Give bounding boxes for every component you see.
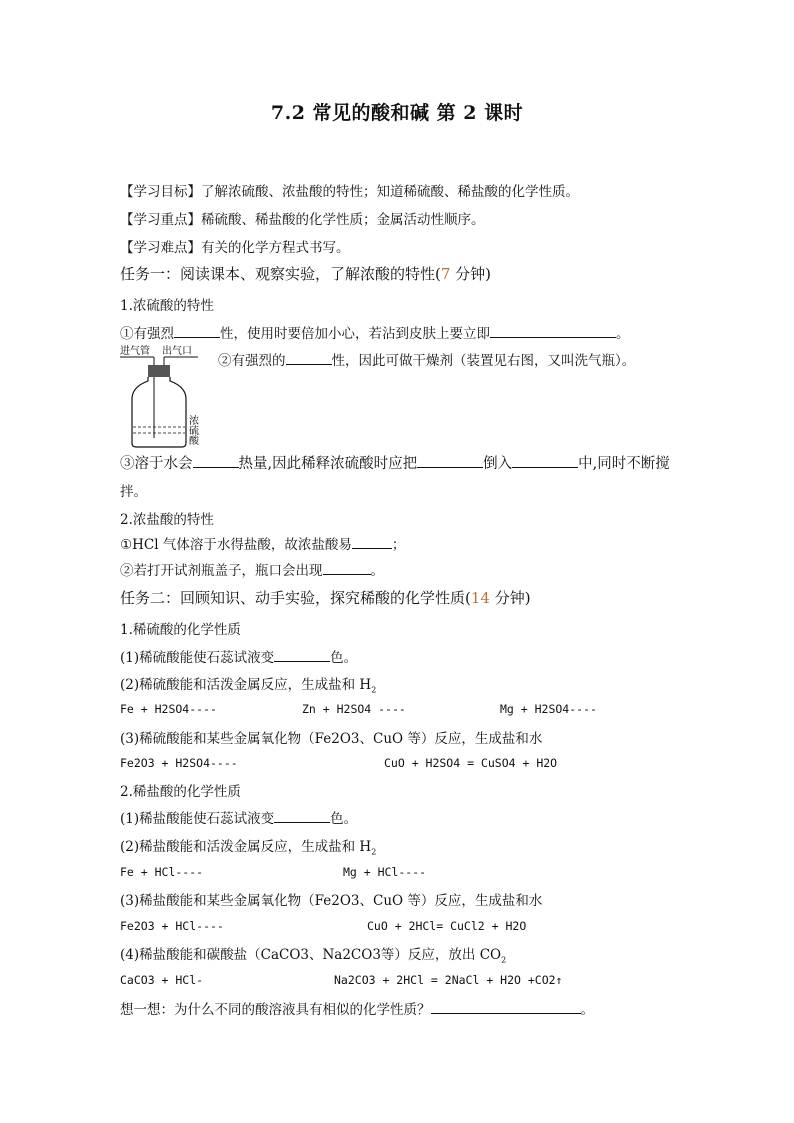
learning-key-point: 【学习重点】稀硫酸、稀盐酸的化学性质；金属活动性顺序。 <box>120 212 485 228</box>
dilute-hydrochloric-prop-3: (3)稀盐酸能和某些金属氧化物（Fe2O3、CuO 等）反应，生成盐和水 <box>120 893 543 909</box>
equation: Fe2O3 + H2SO4---- <box>120 756 238 770</box>
conc-sulfuric-item-3: ③溶于水会 热量,因此稀释浓硫酸时应把 倒入 中,同时不断搅 <box>120 456 670 472</box>
conc-sulfuric-item-2: ②有强烈的 性，因此可做干燥剂（装置见右图，又叫洗气瓶）。 <box>218 353 636 369</box>
conc-hydrochloric-item-1: ①HCl 气体溶于水得盐酸，故浓盐酸易 ； <box>120 537 406 553</box>
dilute-sulfuric-heading: 1.稀硫酸的化学性质 <box>120 622 241 638</box>
answer-blank[interactable] <box>490 324 616 338</box>
equation: Fe2O3 + HCl---- <box>120 919 224 933</box>
equation: Mg + H2SO4---- <box>500 702 597 716</box>
dilute-hydrochloric-heading: 2.稀盐酸的化学性质 <box>120 784 241 800</box>
outlet-label: 出气口 <box>162 346 192 357</box>
answer-blank[interactable] <box>431 1000 581 1014</box>
dilute-hydrochloric-prop-1: (1)稀盐酸能使石蕊试液变 色。 <box>120 811 358 827</box>
task-two-heading: 任务二：回顾知识、动手实验，探究稀酸的化学性质(14 分钟) <box>120 589 531 607</box>
inlet-label: 进气管 <box>120 346 150 357</box>
task-one-heading: 任务一：阅读课本、观察实验，了解浓酸的特性(7 分钟) <box>120 265 492 283</box>
equation: CuO + H2SO4 = CuSO4 + H2O <box>384 756 558 770</box>
equation: Fe + HCl---- <box>120 865 204 879</box>
dilute-sulfuric-prop-3: (3)稀硫酸能和某些金属氧化物（Fe2O3、CuO 等）反应，生成盐和水 <box>120 731 543 747</box>
answer-blank[interactable] <box>417 454 483 468</box>
learning-difficulty: 【学习难点】有关的化学方程式书写。 <box>120 240 350 256</box>
conc-sulfuric-item-3-cont: 拌。 <box>120 484 147 500</box>
answer-blank[interactable] <box>352 535 392 549</box>
dilute-hydrochloric-prop-4: (4)稀盐酸能和碳酸盐（CaCO3、Na2CO3等）反应，放出 $CO_2$ <box>120 947 507 965</box>
dilute-sulfuric-prop-2: (2)稀硫酸能和活泼金属反应，生成盐和 $H_2$ <box>120 677 377 695</box>
answer-blank[interactable] <box>323 561 371 575</box>
equation: Na2CO3 + 2HCl = 2NaCl + H2O +CO2↑ <box>334 973 563 987</box>
equation: Zn + H2SO4 ---- <box>302 702 406 716</box>
conc-sulfuric-heading: 1.浓硫酸的特性 <box>120 298 214 314</box>
answer-blank[interactable] <box>174 324 220 338</box>
liquid-label: 浓硫酸 <box>186 415 198 445</box>
think-question: 想一想：为什么不同的酸溶液具有相似的化学性质？ 。 <box>120 1002 594 1018</box>
answer-blank[interactable] <box>512 454 578 468</box>
dilute-sulfuric-prop-1: (1)稀硫酸能使石蕊试液变 色。 <box>120 650 358 666</box>
answer-blank[interactable] <box>193 454 239 468</box>
learning-goal: 【学习目标】了解浓硫酸、浓盐酸的特性；知道稀硫酸、稀盐酸的化学性质。 <box>120 184 579 200</box>
equation: Fe + H2SO4---- <box>120 702 217 716</box>
gas-washing-bottle-diagram <box>118 343 208 451</box>
conc-hydrochloric-item-2: ②若打开试剂瓶盖子，瓶口会出现 。 <box>120 563 384 579</box>
equation: CaCO3 + HCl- <box>120 973 204 987</box>
conc-hydrochloric-heading: 2.浓盐酸的特性 <box>120 512 214 528</box>
page-title: 7.2 常见的酸和碱 第 2 课时 <box>270 102 524 124</box>
conc-sulfuric-item-1: ①有强烈 性，使用时要倍加小心，若沾到皮肤上要立即 。 <box>120 326 630 342</box>
equation: CuO + 2HCl= CuCl2 + H2O <box>367 919 527 933</box>
answer-blank[interactable] <box>274 648 330 662</box>
equation: Mg + HCl---- <box>343 865 427 879</box>
answer-blank[interactable] <box>286 351 332 365</box>
answer-blank[interactable] <box>274 809 330 823</box>
dilute-hydrochloric-prop-2: (2)稀盐酸能和活泼金属反应，生成盐和 $H_2$ <box>120 839 377 857</box>
